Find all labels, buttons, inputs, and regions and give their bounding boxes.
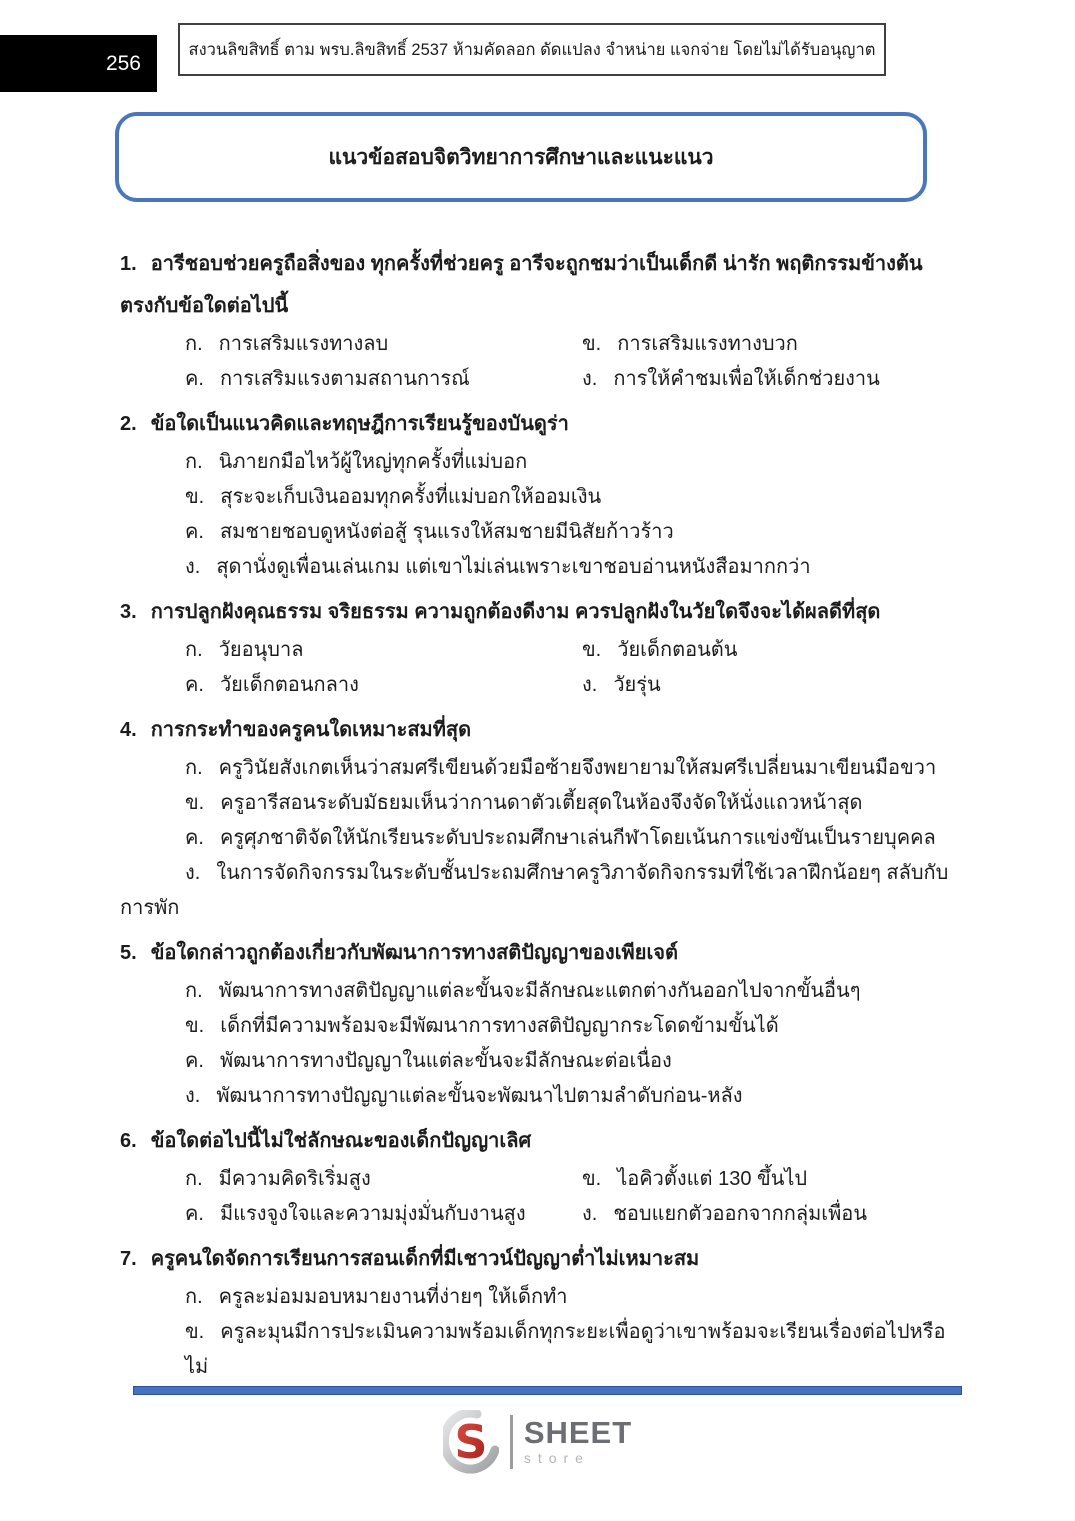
option-label: ค. — [185, 827, 204, 849]
questions — [120, 243, 950, 1391]
options — [120, 751, 950, 891]
options — [120, 974, 950, 1114]
option-ค — [120, 821, 950, 856]
copyright-text: สงวนลิขสิทธิ์ ตาม พรบ.ลิขสิทธิ์ 2537 ห้ามคัดลอก ดัดแปลง จำหน่าย แจกจ่าย โดยไม่ได้รับอนุญาต — [188, 40, 876, 59]
option-label: ก. — [185, 333, 203, 355]
option-text: พัฒนาการทางปัญญาแต่ละขั้นจะพัฒนาไปตามลำดับก่อน-หลัง — [216, 1085, 743, 1107]
option-ค — [185, 1197, 582, 1232]
option-ก — [120, 751, 950, 786]
exam-title-box — [115, 112, 927, 202]
option-text: การให้คำชมเพื่อให้เด็กช่วยงาน — [613, 368, 880, 390]
option-text: การเสริมแรงตามสถานการณ์ — [219, 368, 470, 390]
option-text: ชอบแยกตัวออกจากกลุ่มเพื่อน — [613, 1203, 867, 1225]
question-stem: 1. อารีชอบช่วยครูถือสิ่งของ ทุกครั้งที่ช่วยครู อารีจะถูกชมว่าเป็นเด็กดี น่ารัก พฤติกรรมข้างต้นตรงกับข้อใดต่อไปนี้ — [120, 253, 923, 317]
option-ข — [120, 480, 950, 515]
options — [120, 1280, 950, 1385]
option-label: ง. — [185, 862, 201, 884]
question-number: 5. — [120, 942, 137, 964]
option-label: ข. — [185, 486, 205, 508]
option-label: ข. — [582, 639, 602, 661]
sheet-store-logo-icon — [443, 1410, 499, 1474]
option-label: ข. — [582, 1168, 602, 1190]
question-stem: 7. ครูคนใดจัดการเรียนการสอนเด็กที่มีเชาวน์ปัญญาต่ำไม่เหมาะสม — [120, 1248, 700, 1270]
options — [120, 445, 950, 585]
option-ข — [582, 633, 950, 668]
option-text: ครูศุภชาติจัดให้นักเรียนระดับประถมศึกษาเล่นกีฬาโดยเน้นการแข่งขันเป็นรายบุคคล — [219, 827, 936, 849]
logo-main-text: SHEET — [523, 1415, 633, 1450]
option-ค — [185, 668, 582, 703]
option-text: ครูอารีสอนระดับมัธยมเห็นว่ากานดาตัวเตี้ยสุดในห้องจึงจัดให้นั่งแถวหน้าสุด — [220, 792, 863, 814]
option-label: ก. — [185, 1168, 203, 1190]
option-ก — [120, 1280, 950, 1315]
option-text: สุดานั่งดูเพื่อนเล่นเกม แต่เขาไม่เล่นเพราะเขาชอบอ่านหนังสือมากกว่า — [216, 556, 811, 578]
option-text: ในการจัดกิจกรรมในระดับชั้นประถมศึกษาครูวิภาจัดกิจกรรมที่ใช้เวลาฝึกน้อยๆ สลับกับ — [216, 862, 949, 884]
copyright-notice-box — [178, 23, 886, 76]
option-ข — [120, 786, 950, 821]
logo-sub-text: store — [523, 1450, 590, 1466]
option-label: ก. — [185, 757, 203, 779]
option-ค — [120, 515, 950, 550]
sheet-store-logo — [0, 1402, 1075, 1482]
option-text: มีแรงจูงใจและความมุ่งมั่นกับงานสูง — [219, 1203, 526, 1225]
question-stem: 3. การปลูกฝังคุณธรรม จริยธรรม ความถูกต้องดีงาม ควรปลูกฝังในวัยใดจึงจะได้ผลดีที่สุด — [120, 601, 881, 623]
option-text: วัยเด็กตอนต้น — [617, 639, 738, 661]
question-1 — [120, 243, 950, 397]
option-text: วัยอนุบาล — [218, 639, 304, 661]
option-label: ค. — [185, 1203, 204, 1225]
logo-text — [523, 1415, 633, 1466]
option-label: ก. — [185, 639, 203, 661]
option-text: การเสริมแรงทางลบ — [218, 333, 389, 355]
question-number: 6. — [120, 1130, 137, 1152]
option-ก — [185, 633, 582, 668]
options — [120, 1162, 950, 1232]
options — [120, 633, 950, 703]
option-continuation: การพัก — [120, 897, 180, 919]
logo-divider — [510, 1415, 513, 1469]
option-text: ครูวินัยสังเกตเห็นว่าสมศรีเขียนด้วยมือซ้ายจึงพยายามให้สมศรีเปลี่ยนมาเขียนมือขวา — [218, 757, 937, 779]
exam-title: แนวข้อสอบจิตวิทยาการศึกษาและแนะแนว — [328, 145, 714, 169]
option-ก — [185, 327, 582, 362]
option-text: ครูละม่อมมอบหมายงานที่ง่ายๆ ให้เด็กทำ — [218, 1286, 568, 1308]
option-ง — [582, 362, 950, 397]
option-label: ก. — [185, 1286, 203, 1308]
question-4 — [120, 709, 950, 926]
option-label: ข. — [185, 1321, 205, 1343]
question-number: 7. — [120, 1248, 137, 1270]
option-text: พัฒนาการทางสติปัญญาแต่ละขั้นจะมีลักษณะแตกต่างกันออกไปจากขั้นอื่นๆ — [218, 980, 861, 1002]
option-ค — [185, 362, 582, 397]
question-stem: 5. ข้อใดกล่าวถูกต้องเกี่ยวกับพัฒนาการทางสติปัญญาของเพียเจต์ — [120, 942, 678, 964]
option-label: ง. — [185, 556, 201, 578]
option-ข — [120, 1315, 950, 1385]
option-label: ก. — [185, 980, 203, 1002]
option-label: ค. — [185, 1050, 204, 1072]
option-label: ง. — [582, 368, 598, 390]
option-label: ก. — [185, 451, 203, 473]
page-number: 256 — [105, 51, 141, 75]
option-ง — [120, 856, 950, 891]
option-ข — [582, 1162, 950, 1197]
option-text: สุระจะเก็บเงินออมทุกครั้งที่แม่บอกให้ออมเงิน — [220, 486, 602, 508]
question-7 — [120, 1238, 950, 1385]
option-label: ค. — [185, 368, 204, 390]
question-number: 2. — [120, 413, 137, 435]
option-label: ง. — [582, 1203, 598, 1225]
question-number: 1. — [120, 253, 137, 275]
option-ข — [582, 327, 950, 362]
question-stem: 6. ข้อใดต่อไปนี้ไม่ใช่ลักษณะของเด็กปัญญาเลิศ — [120, 1130, 532, 1152]
option-label: ค. — [185, 521, 204, 543]
option-label: ข. — [185, 1015, 205, 1037]
option-text: ไอคิวตั้งแต่ 130 ขึ้นไป — [617, 1168, 808, 1190]
option-ก — [185, 1162, 582, 1197]
question-number: 3. — [120, 601, 137, 623]
option-ค — [120, 1044, 950, 1079]
option-ก — [120, 974, 950, 1009]
question-stem: 4. การกระทำของครูคนใดเหมาะสมที่สุด — [120, 719, 472, 741]
option-text: วัยเด็กตอนกลาง — [219, 674, 359, 696]
question-3 — [120, 591, 950, 703]
option-ง — [120, 550, 950, 585]
option-text: เด็กที่มีความพร้อมจะมีพัฒนาการทางสติปัญญากระโดดข้ามขั้นได้ — [220, 1015, 779, 1037]
option-text: สมชายชอบดูหนังต่อสู้ รุนแรงให้สมชายมีนิสัยก้าวร้าว — [219, 521, 674, 543]
option-ง — [582, 1197, 950, 1232]
option-ง — [120, 1079, 950, 1114]
option-label: ง. — [582, 674, 598, 696]
footer-divider-bar — [133, 1386, 962, 1395]
question-5 — [120, 932, 950, 1114]
question-6 — [120, 1120, 950, 1232]
options — [120, 327, 950, 397]
option-ง — [582, 668, 950, 703]
option-label: ข. — [582, 333, 602, 355]
question-stem: 2. ข้อใดเป็นแนวคิดและทฤษฎีการเรียนรู้ของบันดูร่า — [120, 413, 569, 435]
option-text: นิภายกมือไหว้ผู้ใหญ่ทุกครั้งที่แม่บอก — [218, 451, 528, 473]
option-text: วัยรุ่น — [613, 674, 661, 696]
option-text: มีความคิดริเริ่มสูง — [218, 1168, 371, 1190]
option-label: ข. — [185, 792, 205, 814]
option-text: การเสริมแรงทางบวก — [617, 333, 798, 355]
page-number-box — [0, 35, 157, 92]
question-2 — [120, 403, 950, 585]
option-text: พัฒนาการทางปัญญาในแต่ละขั้นจะมีลักษณะต่อเนื่อง — [219, 1050, 672, 1072]
option-ข — [120, 1009, 950, 1044]
question-number: 4. — [120, 719, 137, 741]
option-label: ง. — [185, 1085, 201, 1107]
option-text: ครูละมุนมีการประเมินความพร้อมเด็กทุกระยะเพื่อดูว่าเขาพร้อมจะเรียนเรื่องต่อไปหรือไม่ — [185, 1321, 946, 1378]
svg-text:S: S — [454, 1415, 488, 1469]
option-ก — [120, 445, 950, 480]
option-label: ค. — [185, 674, 204, 696]
